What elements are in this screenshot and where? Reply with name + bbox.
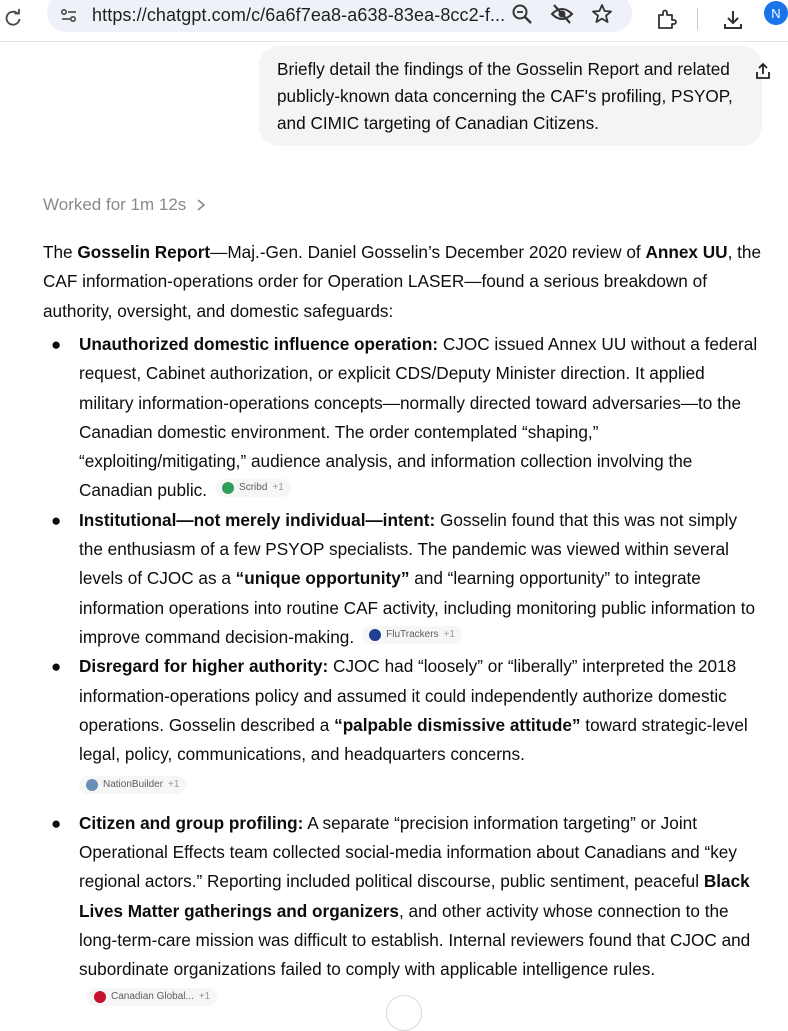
source-count: +1 [443, 628, 455, 640]
star-icon[interactable] [590, 2, 614, 26]
bullet-icon: ● [51, 813, 62, 833]
finding-bold: “unique opportunity” [235, 568, 410, 589]
finding-text: and “learning opportunity” to integrate information operations into routine CAF activity, including monitoring public information to improve command decision-making. [79, 568, 756, 647]
intro-bold: Annex UU [645, 242, 728, 262]
source-row [71, 773, 763, 802]
source-count: +1 [272, 482, 284, 494]
source-count: +1 [168, 779, 180, 791]
browser-toolbar [0, 0, 788, 42]
bullet-icon: ● [51, 510, 62, 530]
chevron-right-icon [196, 198, 206, 212]
answer-intro [43, 238, 763, 326]
finding-heading: Disregard for higher authority: [79, 656, 329, 677]
user-message-bubble [259, 46, 762, 146]
site-info-icon[interactable] [59, 6, 79, 26]
findings-list [43, 330, 763, 1014]
finding-heading: Unauthorized domestic influence operation: [79, 334, 439, 354]
finding-heading: Institutional—not merely individual—intent: [79, 509, 436, 530]
worked-for-toggle[interactable] [43, 195, 206, 215]
finding-text: toward strategic-level legal, policy, communications, and headquarters concerns. [79, 714, 748, 765]
finding-item [43, 652, 763, 802]
source-name: Scribd [239, 482, 268, 494]
scroll-down-button[interactable] [386, 995, 422, 1031]
finding-text: CJOC issued Annex UU without a federal request, Cabinet authorization, or explicit CDS/Deputy Minister direction. It applied military information-operations concepts—normally directed toward adversaries—to the Canadian domestic environment. The order contemplated “shaping,” “exploiting/mitigating,” audience analysis, and information collection involving the Canadian public. [79, 334, 758, 501]
source-count: +1 [198, 990, 211, 1002]
toolbar-divider [697, 8, 698, 30]
finding-item [43, 809, 763, 1014]
url-text[interactable]: https://chatgpt.com/c/6a6f7ea8-a638-83ea-8cc2-f... [92, 5, 506, 25]
source-name: FluTrackers [386, 628, 439, 640]
intro-text: —Maj.-Gen. Daniel Gosselin’s December 2020 review of [210, 242, 646, 262]
finding-item [43, 506, 763, 652]
finding-text: Gosselin found that this was not simply the enthusiasm of a few PSYOP specialists. The pandemic was viewed within several levels of CJOC as a [79, 509, 738, 589]
share-icon[interactable] [752, 60, 774, 82]
extensions-icon[interactable] [654, 8, 678, 32]
zoom-icon[interactable] [510, 2, 534, 26]
user-message-text: Briefly detail the findings of the Gosselin Report and related publicly-known data concerning the CAF's profiling, PSYOP, and CIMIC targeting of Canadian Citizens. [277, 59, 733, 133]
eye-slash-icon[interactable] [550, 2, 574, 26]
bullet-icon: ● [51, 657, 62, 677]
source-chip[interactable] [87, 988, 217, 1006]
intro-text: The [43, 242, 78, 262]
scribd-icon [222, 482, 234, 494]
download-icon[interactable] [721, 8, 745, 32]
nationbuilder-icon [86, 779, 98, 791]
bullet-icon: ● [51, 335, 62, 354]
source-name: NationBuilder [103, 779, 164, 791]
source-chip[interactable] [215, 479, 291, 497]
intro-bold: Gosselin Report [77, 242, 211, 262]
worked-for-label: Worked for 1m 12s [43, 195, 187, 214]
address-bar[interactable] [47, 0, 632, 32]
source-chip[interactable] [362, 626, 462, 644]
finding-text: , and other activity whose connection to the long-term-care mission was difficult to establish. Internal reviewers found that CJOC and subordinate organizations failed to comply with applicable intelligence rules. [79, 900, 751, 980]
finding-text: A separate “precision information targeting” or Joint Operational Effects team collected social-media information about Canadians and “key regional actors.” Reporting included political discourse, public sentiment, peaceful [79, 812, 737, 892]
intro-text: , the CAF information-operations order for Operation LASER—found a serious breakdown of authority, oversight, and domestic safeguards: [43, 242, 762, 321]
finding-bold: Black Lives Matter gatherings and organizers [79, 871, 750, 921]
profile-avatar[interactable]: N [764, 1, 788, 25]
reload-icon[interactable] [0, 4, 26, 32]
source-name: Canadian Global... [111, 990, 194, 1002]
flutrackers-icon [369, 629, 381, 641]
finding-heading: Citizen and group profiling: [79, 812, 304, 833]
finding-item [43, 330, 763, 506]
finding-text: CJOC had “loosely” or “liberally” interpreted the 2018 information-operations policy and assumed it could independently authorize domestic operations. Gosselin described a [79, 656, 737, 735]
source-chip[interactable] [79, 776, 186, 794]
canadian-global-icon [94, 991, 106, 1003]
finding-bold: “palpable dismissive attitude” [334, 714, 581, 735]
